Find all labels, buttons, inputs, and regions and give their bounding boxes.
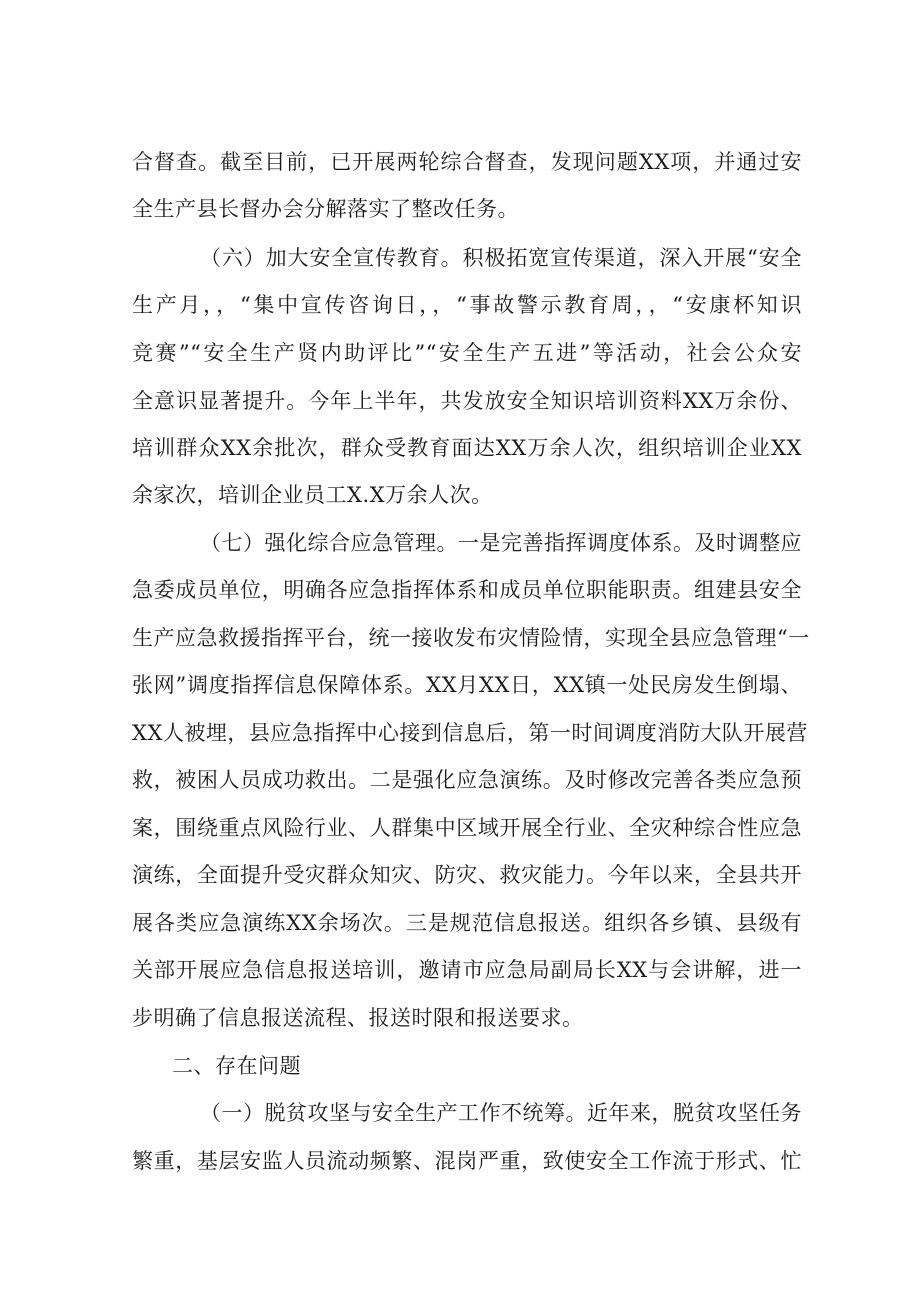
text-line: 急委成员单位，明确各应急指挥体系和成员单位职能职责。组建县安全 [132, 578, 802, 602]
text-line: 演练，全面提升受灾群众知灾、防灾、救灾能力。今年以来，全县共开 [132, 863, 802, 887]
paragraph-heading-7: （七）强化综合应急管理。一是完善指挥调度体系。及时调整应 [200, 531, 802, 555]
text-line: 生产应急救援指挥平台，统一接收发布灾情险情，实现全县应急管理“一 [132, 626, 810, 650]
text-line: 合督查。截至目前，已开展两轮综合督查，发现问题XX项，并通过安 [132, 150, 802, 174]
text-line: 关部开展应急信息报送培训，邀请市应急局副局长XX与会讲解，进一 [132, 958, 802, 982]
text-line: 繁重，基层安监人员流动频繁、混岗严重，致使安全工作流于形式、忙 [132, 1149, 802, 1173]
paragraph-heading-6: （六）加大安全宣传教育。积极拓宽宣传渠道，深入开展“安全 [200, 246, 802, 270]
text-line: 步明确了信息报送流程、报送时限和报送要求。 [132, 1006, 584, 1030]
text-line: 竞赛”“安全生产贤内助评比”“安全生产五进”等活动，社会公众安 [132, 341, 802, 365]
text-line: 案，围绕重点风险行业、人群集中区域开展全行业、全灾种综合性应急 [132, 816, 802, 840]
text-line: 救，被困人员成功救出。二是强化应急演练。及时修改完善各类应急预 [132, 768, 802, 792]
text-line: 展各类应急演练XX余场次。三是规范信息报送。组织各乡镇、县级有 [132, 911, 802, 935]
paragraph-heading-1: （一）脱贫攻坚与安全生产工作不统筹。近年来，脱贫攻坚任务 [200, 1101, 802, 1125]
text-line: 张网”调度指挥信息保障体系。XX月XX日，XX镇一处民房发生倒塌、 [132, 673, 802, 697]
text-line: XX人被埋，县应急指挥中心接到信息后，第一时间调度消防大队开展营 [132, 721, 808, 745]
section-heading: 二、存在问题 [172, 1054, 301, 1078]
text-line: 培训群众XX余批次，群众受教育面达XX万余人次，组织培训企业XX [132, 436, 802, 460]
text-line: 生产月，，“集中宣传咨询日，，“事故警示教育周，，“安康杯知识 [132, 293, 802, 317]
text-line: 全意识显著提升。今年上半年，共发放安全知识培训资料XX万余份、 [132, 389, 802, 413]
text-line: 全生产县长督办会分解落实了整改任务。 [132, 197, 519, 221]
text-line: 余家次，培训企业员工X.X万余人次。 [132, 483, 493, 507]
